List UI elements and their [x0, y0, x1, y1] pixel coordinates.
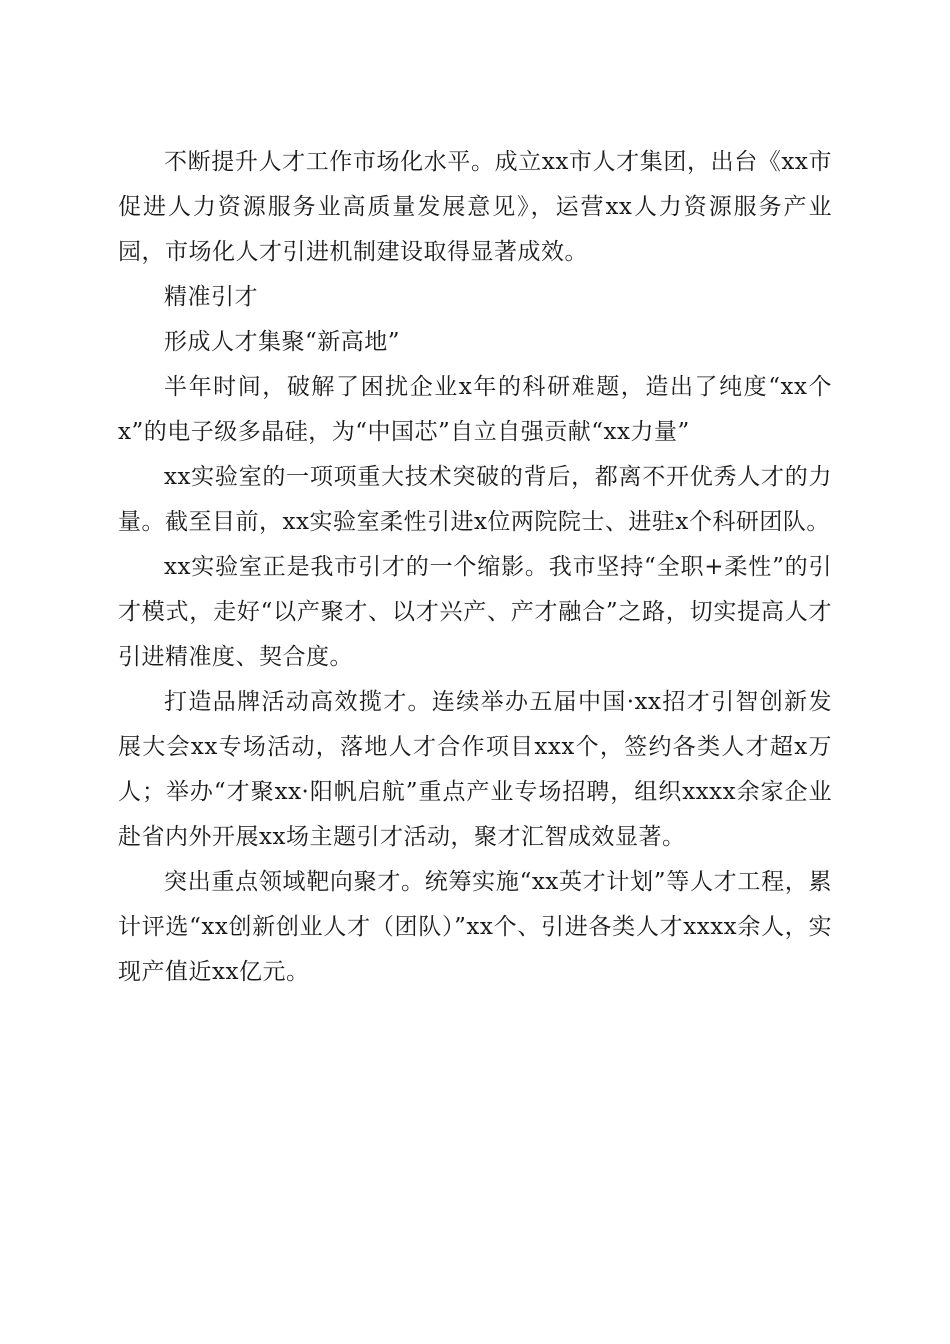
document-body — [118, 140, 832, 995]
paragraph-market-level: 不断提升人才工作市场化水平。成立xx市人才集团，出台《xx市促进人力资源服务业高质量发展意见》，运营xx人力资源服务产业园，市场化人才引进机制建设取得显著成效。 — [118, 149, 832, 265]
paragraph-research-breakthrough: 半年时间，破解了困扰企业x年的科研难题，造出了纯度“xx个x”的电子级多晶硅，为“中国芯”自立自强贡献“xx力量” — [118, 374, 832, 445]
paragraph-key-fields: 突出重点领域靶向聚才。统筹实施“xx英才计划”等人才工程，累计评选“xx创新创业人才（团队）”xx个、引进各类人才xxxx余人，实现产值近xx亿元。 — [118, 869, 832, 985]
paragraph-recruitment-model: xx实验室正是我市引才的一个缩影。我市坚持“全职+柔性”的引才模式，走好“以产聚才、以才兴产、产才融合”之路，切实提高人才引进精准度、契合度。 — [118, 554, 832, 670]
section-subheading-talent-highland: 形成人才集聚“新高地” — [164, 329, 401, 355]
section-heading-precise-recruitment: 精准引才 — [164, 284, 258, 310]
paragraph-brand-activities: 打造品牌活动高效揽才。连续举办五届中国·xx招才引智创新发展大会xx专场活动，落地人才合作项目xxx个，签约各类人才超x万人；举办“才聚xx·阳帆启航”重点产业专场招聘，组织xxxx余家企业赴省内外开展xx场主题引才活动，聚才汇智成效显著。 — [118, 689, 832, 850]
paragraph-lab-talent: xx实验室的一项项重大技术突破的背后，都离不开优秀人才的力量。截至目前，xx实验室柔性引进x位两院院士、进驻x个科研团队。 — [118, 464, 832, 535]
